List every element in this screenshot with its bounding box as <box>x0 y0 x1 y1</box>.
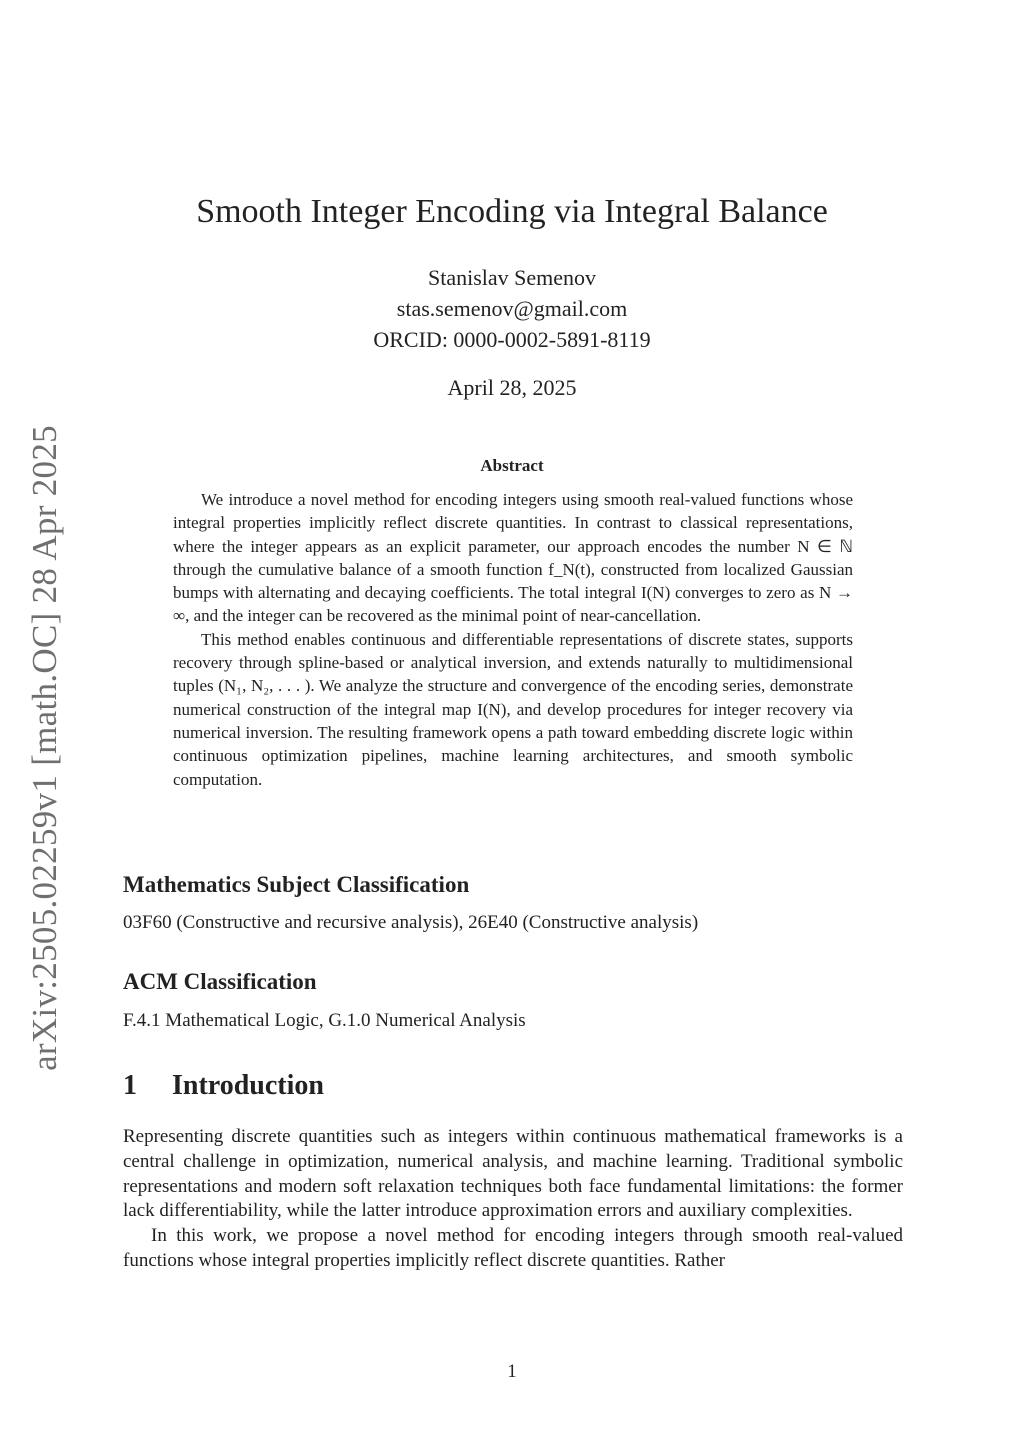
arxiv-identifier[interactable]: arXiv:2505.02259v1 [math.OC] 28 Apr 2025 <box>25 425 64 1071</box>
abstract-paragraph: We introduce a novel method for encoding integers using smooth real-valued functions whose integral properties implicitly reflect discrete quantities. In contrast to classical representations, where the integer appears as an explicit parameter, our approach encodes the number N ∈ ℕ through the cumulative balance of a smooth function f_N(t), constructed from localized Gaussian bumps with alternating and decaying coefficients. The total integral I(N) converges to zero as N → ∞, and the integer can be recovered as the minimal point of near-cancellation. <box>173 490 853 626</box>
page-number: 1 <box>507 1361 517 1382</box>
msc-heading: Mathematics Subject Classification <box>123 872 470 897</box>
section-title: Introduction <box>172 1070 324 1101</box>
abstract-body <box>173 488 853 791</box>
acm-codes: F.4.1 Mathematical Logic, G.1.0 Numerical Analysis <box>123 1010 526 1031</box>
acm-heading: ACM Classification <box>123 969 317 994</box>
msc-codes: 03F60 (Constructive and recursive analysis), 26E40 (Constructive analysis) <box>123 912 699 933</box>
section-number: 1 <box>123 1070 137 1101</box>
abstract-paragraph: This method enables continuous and differentiable representations of discrete states, supports recovery through spline-based or analytical inversion, and extends naturally to multidimensional tuples (N₁, N₂, . . . ). We analyze the structure and convergence of the encoding series, demonstrate numerical construction of the integral map I(N), and develop procedures for integer recovery via numerical inversion. The resulting framework opens a path toward embedding discrete logic within continuous optimization pipelines, machine learning architectures, and smooth symbolic computation. <box>173 629 853 789</box>
paper-date: April 28, 2025 <box>447 375 577 400</box>
author-orcid[interactable]: ORCID: 0000-0002-5891-8119 <box>373 327 651 352</box>
introduction-paragraph: Representing discrete quantities such as integers within continuous mathematical frameworks is a central challenge in optimization, numerical analysis, and machine learning. Traditional symbolic representations and modern soft relaxation techniques both face fundamental limitations: the former lack differentiability, while the latter introduce approximation errors and auxiliary complexities. <box>123 1126 903 1222</box>
introduction-body <box>123 1125 903 1274</box>
author-email[interactable]: stas.semenov@gmail.com <box>396 296 628 321</box>
introduction-paragraph: In this work, we propose a novel method for encoding integers through smooth real-valued functions whose integral properties implicitly reflect discrete quantities. Rather <box>123 1225 903 1271</box>
section-heading-introduction <box>123 1070 324 1102</box>
author-name: Stanislav Semenov <box>427 265 597 290</box>
paper-title: Smooth Integer Encoding via Integral Balance <box>196 193 828 230</box>
author-block <box>0 262 1024 355</box>
abstract-heading: Abstract <box>480 456 544 475</box>
